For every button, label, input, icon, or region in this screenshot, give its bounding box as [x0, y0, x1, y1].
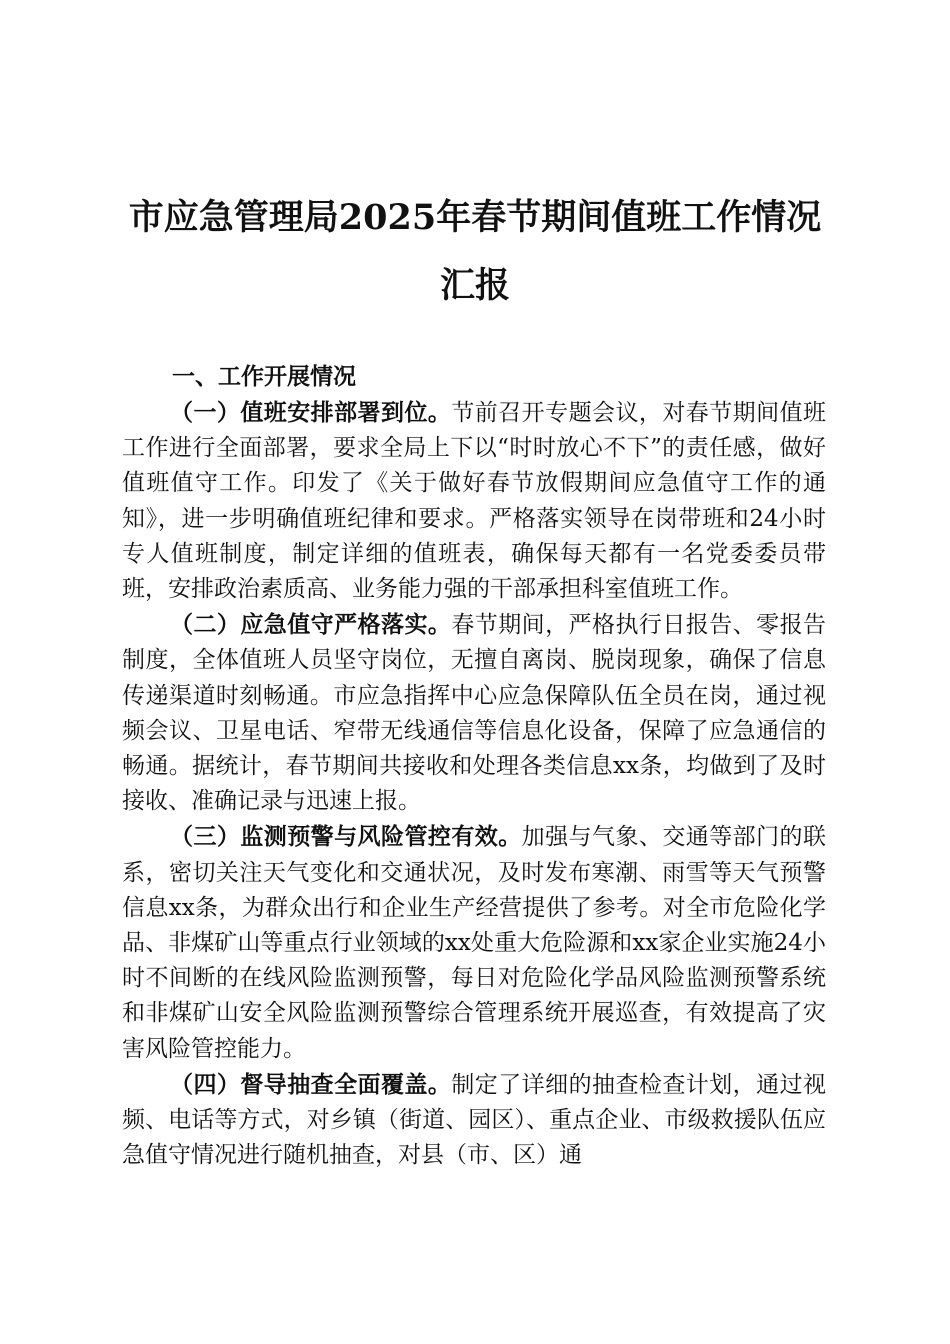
- paragraph-lead: （二）应急值守严格落实。: [170, 611, 452, 639]
- paragraph-lead: （三）监测预警与风险管控有效。: [170, 823, 522, 851]
- document-title-line-1: 市应急管理局2025年春节期间值班工作情况: [128, 197, 822, 238]
- section-heading: 一、工作开展情况: [172, 364, 356, 390]
- document-title-line-2: 汇报: [439, 265, 510, 306]
- paragraph-text: 节前召开专题会议，对春节期间值班工作进行全面部署，要求全局上下以“时时放心不下”的责任感，做好值班值守工作。印发了《关于做好春节放假期间应急值守工作的通知》，进一步明确值班纪律和要求。严格落实领导在岗带班和24小时专人值班制度，制定详细的值班表，确保每天都有一名党委委员带班，安排政治素质高、业务能力强的干部承担科室值班工作。: [122, 400, 827, 603]
- paragraph: [122, 819, 826, 1066]
- paragraph: [122, 395, 826, 607]
- paragraph-text: 春节期间，严格执行日报告、零报告制度，全体值班人员坚守岗位，无擅自离岗、脱岗现象，确保了信息传递渠道时刻畅通。市应急指挥中心应急保障队伍全员在岗，通过视频会议、卫星电话、窄带无线通信等信息化设备，保障了应急通信的畅通。据统计，春节期间共接收和处理各类信息xx条，均做到了及时接收、准确记录与迅速上报。: [122, 612, 827, 815]
- paragraph-text: 制定了详细的抽查检查计划，通过视频、电话等方式，对乡镇（街道、园区）、重点企业、市级救援队伍应急值守情况进行随机抽查，对县（市、区）通: [122, 1071, 827, 1169]
- paragraph: [122, 607, 826, 819]
- paragraph: [122, 1067, 826, 1174]
- paragraph-text: 加强与气象、交通等部门的联系，密切关注天气变化和交通状况，及时发布寒潮、雨雪等天气预警信息xx条，为群众出行和企业生产经营提供了参考。对全市危险化学品、非煤矿山等重点行业领域的xx处重大危险源和xx家企业实施24小时不间断的在线风险监测预警，每日对危险化学品风险监测预警系统和非煤矿山安全风险监测预警综合管理系统开展巡查，有效提高了灾害风险管控能力。: [122, 824, 827, 1062]
- paragraph-lead: （四）督导抽查全面覆盖。: [170, 1070, 452, 1098]
- paragraph-lead: （一）值班安排部署到位。: [170, 399, 452, 426]
- document-body: [122, 360, 826, 1173]
